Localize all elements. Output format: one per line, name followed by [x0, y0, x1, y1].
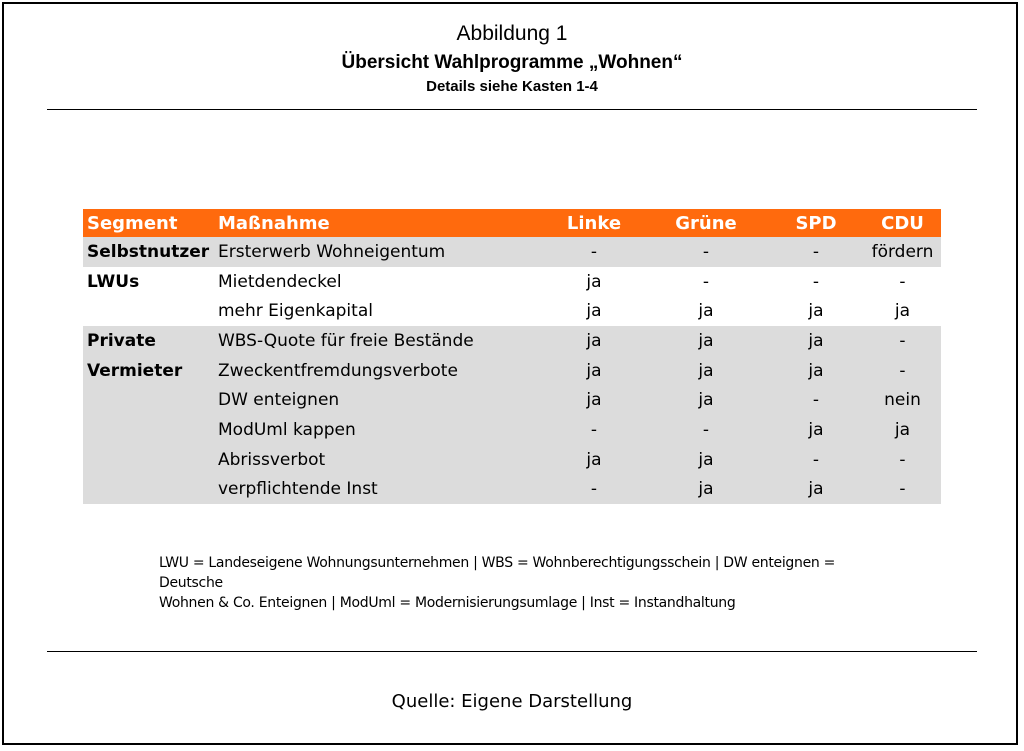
segment-cell [83, 415, 214, 445]
linke-cell: - [544, 237, 644, 267]
spd-cell: ja [808, 301, 824, 322]
table-row [83, 385, 941, 415]
cdu-cell: - [864, 475, 941, 505]
segment-cell: Private [83, 326, 214, 356]
gruene-cell: - [644, 415, 768, 445]
table-row [83, 415, 941, 445]
figure-title: Übersicht Wahlprogramme „Wohnen“ [341, 52, 683, 73]
segment-cell: Selbstnutzer [83, 237, 214, 267]
header-measure: Maßnahme [214, 209, 544, 237]
table-row [83, 445, 941, 475]
table-row [83, 326, 941, 356]
bottom-divider [47, 651, 977, 652]
measure-cell: Ersterwerb Wohneigentum [214, 237, 544, 267]
cdu-cell: - [864, 326, 941, 356]
cdu-cell: nein [864, 385, 941, 415]
table-row [83, 356, 941, 386]
header-cdu: CDU [864, 209, 941, 237]
legend-line-2: Wohnen & Co. Enteignen | ModUml = Modernisierungsumlage | Inst = Instandhaltung [159, 595, 736, 611]
linke-cell: ja [544, 326, 644, 356]
gruene-cell: - [702, 271, 710, 292]
source-note: Quelle: Eigene Darstellung [391, 691, 633, 712]
table-row [83, 237, 941, 267]
gruene-cell: - [644, 237, 768, 267]
linke-cell: ja [544, 356, 644, 386]
linke-cell: ja [544, 385, 644, 415]
measure-cell: Abrissverbot [214, 445, 544, 475]
measure-cell: WBS-Quote für freie Bestände [214, 326, 544, 356]
gruene-cell: ja [644, 356, 768, 386]
measure-cell: mehr Eigenkapital [218, 301, 373, 322]
gruene-cell: ja [644, 475, 768, 505]
linke-cell: ja [586, 301, 602, 322]
cdu-cell: - [864, 445, 941, 475]
legend-line-1: LWU = Landeseigene Wohnungsunternehmen | WBS = Wohnberechtigungsschein | DW enteignen = Deutsche [159, 555, 836, 591]
measure-cell: Mietdendeckel [218, 271, 342, 292]
spd-cell: ja [768, 326, 864, 356]
linke-cell: - [544, 415, 644, 445]
abbreviation-legend [159, 553, 879, 613]
cdu-cell: ja [894, 301, 911, 322]
header-spd: SPD [768, 209, 864, 237]
measure-cell: Zweckentfremdungsverbote [214, 356, 544, 386]
header-segment: Segment [83, 209, 214, 237]
measure-cell: DW enteignen [214, 385, 544, 415]
segment-cell [83, 445, 214, 475]
linke-cell: - [544, 475, 644, 505]
spd-cell: - [768, 237, 864, 267]
table-row [83, 475, 941, 505]
linke-cell: ja [544, 445, 644, 475]
table-header-row [83, 209, 941, 237]
spd-cell: ja [768, 475, 864, 505]
gruene-cell: ja [698, 301, 714, 322]
segment-cell [83, 296, 214, 326]
segment-cell: LWUs [87, 271, 140, 292]
spd-cell: ja [768, 356, 864, 386]
spd-cell: - [768, 385, 864, 415]
top-divider [47, 109, 977, 110]
cdu-cell: - [899, 271, 906, 292]
measure-cell: verpflichtende Inst [214, 475, 544, 505]
segment-cell [83, 475, 214, 505]
program-table [83, 209, 941, 504]
gruene-cell: ja [644, 385, 768, 415]
table-row [83, 296, 941, 326]
measure-cell: ModUml kappen [214, 415, 544, 445]
spd-cell: - [812, 271, 820, 292]
gruene-cell: ja [644, 445, 768, 475]
linke-cell: ja [586, 271, 602, 292]
spd-cell: - [768, 445, 864, 475]
header-linke: Linke [544, 209, 644, 237]
segment-cell [83, 385, 214, 415]
gruene-cell: ja [644, 326, 768, 356]
cdu-cell: fördern [864, 237, 941, 267]
figure-subtitle: Details siehe Kasten 1-4 [426, 78, 598, 95]
cdu-cell: - [864, 356, 941, 386]
figure-label: Abbildung 1 [456, 22, 568, 45]
header-gruene: Grüne [644, 209, 768, 237]
spd-cell: ja [768, 415, 864, 445]
segment-cell: Vermieter [83, 356, 214, 386]
cdu-cell: ja [864, 415, 941, 445]
table-row [83, 267, 941, 297]
